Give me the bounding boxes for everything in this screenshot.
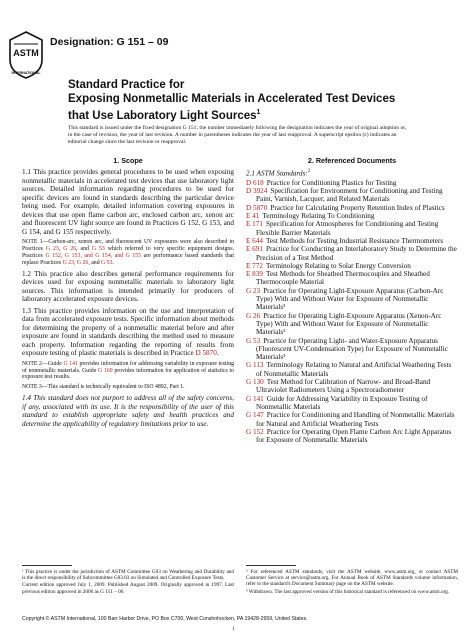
note-3: NOTE 3—This standard is technically equivalent to ISO 4892, Part 1. xyxy=(22,384,185,391)
reference-title: Practice for Operating Light-Exposure Apparatus (Carbon-Arc Type) With and Without Water for Exposure of Nonmetallic Materials³ xyxy=(256,286,444,312)
title-footnote-mark: 1 xyxy=(256,109,261,116)
ref-link-g26[interactable]: G 26 xyxy=(63,245,77,252)
reference-title: Specification for Environment for Conditioning and Testing Paint, Varnish, Lacquer, and Related Materials xyxy=(256,187,443,204)
title-line-1: Standard Practice for xyxy=(68,79,185,91)
reference-item xyxy=(246,220,458,237)
footnote-rule-right xyxy=(246,565,296,566)
footnotes-left xyxy=(22,569,234,596)
refs-heading: 2. Referenced Documents xyxy=(307,156,397,165)
reference-item xyxy=(246,378,458,395)
ref-link-d5870[interactable]: D 5870 xyxy=(195,349,217,358)
ref-link-g169[interactable]: G 169 xyxy=(98,367,113,374)
reference-title: Specification for Atmospheres for Conditioning and Testing Flexible Barrier Materials xyxy=(256,220,439,237)
title-line-3: that Use Laboratory Light Sources$^1$ xyxy=(68,109,261,122)
scope-1-2: 1.2 This practice also describes general performance requirements for devices used for exposing nonmetallic materials to laboratory light sources. This information is intended primarily for producers of laboratory accelerated exposure devices. xyxy=(22,269,234,304)
reference-item xyxy=(246,187,458,204)
reference-item xyxy=(246,287,458,312)
ref-link-g53[interactable]: G 53 xyxy=(91,245,105,252)
reference-item xyxy=(246,411,458,428)
reference-code-link[interactable]: G 147 xyxy=(246,411,264,420)
footnote-1b: Current edition approved July 1, 2009. Published August 2009. Originally approved in 1997. Last previous edition approved in 2006 as G 151 – 06. xyxy=(22,582,234,595)
scope-heading: 1. Scope xyxy=(113,156,143,165)
reference-item xyxy=(246,395,458,412)
reference-title: Test Method for Calibration of Narrow- and Broad-Band Ultraviolet Radiometers Using a Spectroradiometer xyxy=(256,378,431,395)
reference-item xyxy=(246,179,458,187)
reference-item xyxy=(246,212,458,220)
reference-code-link[interactable]: G 53 xyxy=(246,336,261,345)
reference-title: Practice for Operating Light-Exposure Apparatus (Xenon-Arc Type) With and Without Water for Exposure of Nonmetallic Materials³ xyxy=(256,311,442,337)
note-2: NOTE 2—Guide G 141 provides information for addressing variability in exposure testing of nonmetallic materials. Guide G 169 provides information for application of statistics to exposure test results. xyxy=(22,360,234,381)
reference-code-link[interactable]: G 141 xyxy=(246,394,264,403)
ref-link-g53-b[interactable]: G 53 xyxy=(101,259,113,266)
reference-item xyxy=(246,237,458,245)
reference-code-link[interactable]: G 23 xyxy=(246,286,261,295)
reference-title: Practice for Conducting an Interlaboratory Study to Determine the Precision of a Test Method xyxy=(256,245,457,262)
svg-text:ASTM: ASTM xyxy=(13,48,39,58)
scope-1-1: 1.1 This practice provides general procedures to be used when exposing nonmetallic materials in accelerated test devices that use laboratory light sources. Detailed information regarding procedures to be used for specific devices are found in standards describing the particular device being used. For example, detailed information covering exposures in devices that use open flame carbon arc, enclosed carbon arc, xenon arc and fluorescent UV light source are found in Practices G 152, G 153, and G 154, and G 155 respectively. xyxy=(22,168,234,236)
reference-code-link[interactable]: G 130 xyxy=(246,378,264,387)
reference-code-link[interactable]: E 772 xyxy=(246,261,263,270)
reference-code-link[interactable]: G 26 xyxy=(246,311,261,320)
reference-title: Practice for Conditioning and Handling of Nonmetallic Materials for Natural and Artificial Weathering Tests xyxy=(256,411,455,428)
reference-title: Practice for Conditioning Plastics for Testing xyxy=(266,178,397,187)
ref-link-g141[interactable]: G 141 xyxy=(63,360,78,367)
reference-code-link[interactable]: G 113 xyxy=(246,361,264,370)
footnote-2: ² For referenced ASTM standards, visit the ASTM website, www.astm.org, or contact ASTM Customer Service at service@astm.org. For Annual Book of ASTM Standards volume information, refer to the standard's Document Summary page on the ASTM website. xyxy=(246,569,458,588)
reference-code-link[interactable]: D 618 xyxy=(246,178,264,187)
reference-title: Guide for Addressing Variability in Exposure Testing of Nonmetallic Materials xyxy=(256,394,428,411)
footnote-3: ³ Withdrawn. The last approved version of this historical standard is referenced on www.astm.org. xyxy=(246,588,450,595)
reference-title: Practice for Operating Light- and Water-Exposure Apparatus (Fluorescent UV-Condensation Type) for Exposure of Nonmetallic Materials³ xyxy=(256,336,448,362)
refs-sub: 2.1 ASTM Standards:$^2$ xyxy=(246,169,311,178)
reference-title: Test Methods for Testing Industrial Resistance Thermometers xyxy=(265,236,444,245)
ref-link-g23-g26[interactable]: G 23, G 26 xyxy=(62,259,89,266)
reference-item xyxy=(246,312,458,337)
left-column xyxy=(22,156,234,431)
reference-code-link[interactable]: E 171 xyxy=(246,220,263,229)
reference-title: Terminology Relating To Conditioning xyxy=(262,212,375,221)
astm-logo-icon xyxy=(8,30,44,80)
reference-code-link[interactable]: D 5870 xyxy=(246,203,268,212)
footnote-rule-left xyxy=(22,565,72,566)
footnote-1: ¹ This practice is under the jurisdiction of ASTM Committee G03 on Weathering and Durability and is the direct responsibility of Subcommittee G03.03 on Simulated and Controlled Exposure Tests. xyxy=(22,569,234,582)
reference-code-link[interactable]: E 839 xyxy=(246,270,263,279)
reference-item xyxy=(246,245,458,262)
note-1: NOTE 1—Carbon-arc, xenon arc, and fluorescent UV exposures were also described in Practices G 23, G 26, and G 53 which referred to very specific equipment designs. Practices G 152, G 153, and G 154, and G 155 are performance based standards that replace Practices G 23, G 26, and G 53. xyxy=(22,239,235,266)
reference-title: Test Methods for Sheathed Thermocouples and Sheathed Thermocouple Material xyxy=(256,270,430,287)
reference-title: Terminology Relating to Natural and Artificial Weathering Tests of Nonmetallic Materials xyxy=(256,361,452,378)
reference-item xyxy=(246,262,458,270)
reference-item xyxy=(246,428,458,445)
reference-code-link[interactable]: D 3924 xyxy=(246,187,268,196)
reference-code-link[interactable]: G 152 xyxy=(246,427,264,436)
reference-code-link[interactable]: E 644 xyxy=(246,236,263,245)
reference-item xyxy=(246,270,458,287)
reference-item xyxy=(246,204,458,212)
right-column xyxy=(246,156,458,444)
reference-code-link[interactable]: E 41 xyxy=(246,212,260,221)
reference-title: Practice for Calculating Property Retention Index of Plastics xyxy=(270,203,445,212)
title-line-2: Exposing Nonmetallic Materials in Accelerated Test Devices xyxy=(68,93,396,105)
reference-item xyxy=(246,361,458,378)
reference-code-link[interactable]: E 691 xyxy=(246,245,263,254)
copyright: Copyright © ASTM International, 100 Barr Harbor Drive, PO Box C700, West Conshohocken, PA 19428-2959, United States. xyxy=(22,616,308,622)
reference-title: Terminology Relating to Solar Energy Conversion xyxy=(265,261,411,270)
scope-1-4: 1.4 This standard does not purport to address all of the safety concerns, if any, associated with its use. It is the responsibility of the user of this standard to establish appropriate safety and health practices and determine the applicability of regulatory limitations prior to use. xyxy=(22,394,234,428)
footnotes-right xyxy=(246,569,458,596)
ref-link-g152-155[interactable]: G 152, G 153, and G 154, and G 155 xyxy=(45,252,142,259)
preamble: This standard is issued under the fixed designation G 151; the number immediately following the designation indicates the year of original adoption or, in the case of revision, the year of last revision. A number in parentheses indicates the year of last reapproval. A superscript epsilon (ε) indicates an editorial change since the last revision or reapproval. xyxy=(68,125,407,146)
reference-list xyxy=(246,179,458,445)
page-number: 1 xyxy=(232,626,235,632)
scope-1-3: 1.3 This practice provides information on the use and interpretation of data from accelerated exposure tests. Specific information about methods for determining the property of a nonmetallic material before and after exposure are found in standards describing the method used to measure each property. Information regarding the reporting of results from exposure testing of plastic materials is described in Practice D 5870. xyxy=(22,306,234,358)
document-title xyxy=(68,78,448,123)
designation: Designation: G 151 – 09 xyxy=(50,36,169,48)
ref-link-g23[interactable]: G 23 xyxy=(45,245,59,252)
svg-text:INTERNATIONAL: INTERNATIONAL xyxy=(11,71,41,75)
reference-item xyxy=(246,337,458,362)
reference-title: Practice for Operating Open Flame Carbon Arc Light Apparatus for Exposure of Nonmetallic Materials xyxy=(256,427,452,445)
